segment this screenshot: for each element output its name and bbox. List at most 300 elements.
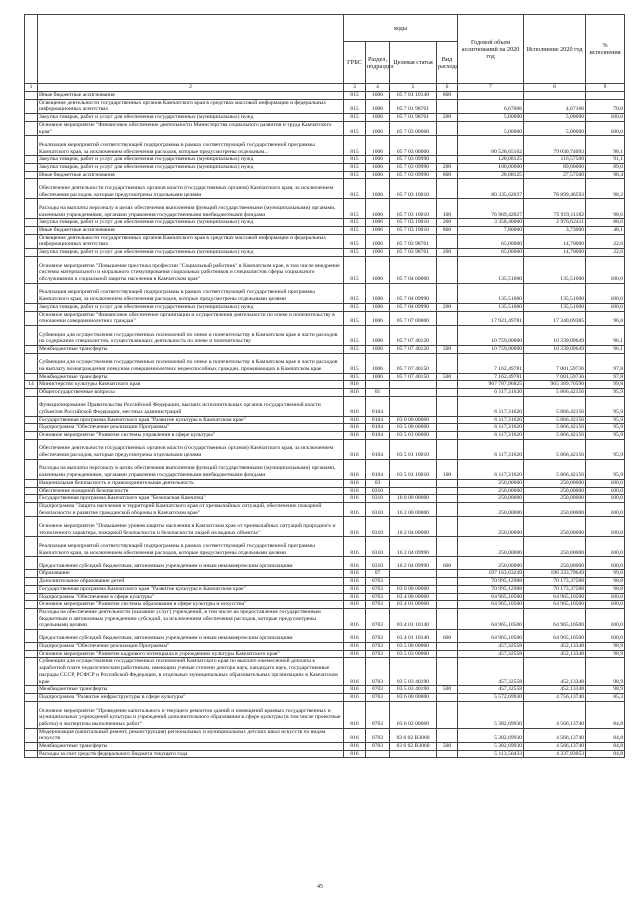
row-execution: 965 389,70590 (524, 381, 586, 389)
table-row (25, 487, 625, 495)
row-execution: 64 965,10500 (524, 630, 586, 643)
row-razdel: 0310 (366, 537, 390, 557)
row-vid (437, 256, 458, 283)
row-number (25, 593, 38, 601)
row-execution: 14,70000 (524, 234, 586, 248)
row-celevaya: 03 4 01 10140 (390, 630, 437, 643)
row-number (25, 311, 38, 325)
row-vid: 100 (437, 459, 458, 479)
row-celevaya: 16 2 04 00000 (390, 517, 437, 537)
row-execution: 70 173,37588 (524, 578, 586, 586)
row-volume: 70 995,12988 (458, 578, 524, 586)
table-row (25, 593, 625, 601)
row-number (25, 743, 38, 751)
row-celevaya: 05 7 03 10010 (390, 227, 437, 235)
row-volume: 64 965,10500 (458, 608, 524, 629)
row-vid (437, 608, 458, 629)
row-razdel: 1006 (366, 311, 390, 325)
row-percent: 100,0 (586, 537, 625, 557)
row-number (25, 658, 38, 686)
row-vid (437, 578, 458, 586)
row-vid: 500 (437, 345, 458, 353)
row-percent: 48,1 (586, 227, 625, 235)
row-celevaya: 03 4 01 10140 (390, 608, 437, 629)
table-row (25, 311, 625, 325)
row-number (25, 424, 38, 432)
row-razdel: 0310 (366, 517, 390, 537)
table-row (25, 303, 625, 311)
row-celevaya: 03 5 00 00000 (390, 643, 437, 651)
row-grbs: 815 (344, 234, 366, 248)
row-vid (437, 502, 458, 516)
row-celevaya: 03 6 02 00000 (390, 701, 437, 728)
row-celevaya: 03 0 00 00000 (390, 416, 437, 424)
row-razdel: 0310 (366, 502, 390, 516)
row-number (25, 303, 38, 311)
row-grbs: 816 (344, 570, 366, 578)
row-description: Реализация мероприятий соответствующей подпрограммы в рамках соответствующей государственной программы Камчатского края, за исключением обеспечения расходов, которые предусмотрены отдельными целями (38, 537, 344, 557)
row-grbs: 816 (344, 650, 366, 658)
row-number (25, 114, 38, 122)
row-vid: 200 (437, 219, 458, 227)
row-description: Реализация мероприятий соответствующей подпрограммы в рамках соответствующей государственной программы Камчатского края, за исключением обеспечения расходов, которые предусмотрены отдельным... (38, 136, 344, 156)
row-execution: 4 566,13740 (524, 701, 586, 728)
row-celevaya: 05 7 03 10010 (390, 199, 437, 219)
table-row (25, 396, 625, 416)
row-description: Подпрограмма "Защита населения и территорий Камчатского края от чрезвычайных ситуаций, обеспечение пожарной безопасности и развитие гражданской обороны в Камчатском крае" (38, 502, 344, 516)
table-row (25, 256, 625, 283)
row-celevaya: 03 5 01 00000 (390, 432, 437, 440)
row-percent: 99,8 (586, 381, 625, 389)
row-razdel: 0310 (366, 495, 390, 503)
row-celevaya: 05 7 07 40120 (390, 345, 437, 353)
row-volume: 6 117,31620 (458, 396, 524, 416)
row-volume: 457,32558 (458, 658, 524, 686)
row-description: Иные бюджетные ассигнования (38, 92, 344, 100)
row-execution: 452,13348 (524, 686, 586, 694)
row-celevaya: 05 7 07 40150 (390, 353, 437, 373)
table-row (25, 325, 625, 345)
row-number (25, 373, 38, 381)
row-vid (437, 396, 458, 416)
row-percent: 100,0 (586, 114, 625, 122)
row-vid (437, 570, 458, 578)
row-grbs: 816 (344, 608, 366, 629)
row-vid: 500 (437, 373, 458, 381)
row-number (25, 495, 38, 503)
row-celevaya: 05 7 04 09990 (390, 283, 437, 303)
row-description: Подпрограмма "Обеспечение реализации Программы" (38, 424, 344, 432)
row-volume: 65,00000 (458, 234, 524, 248)
table-row (25, 557, 625, 570)
row-number (25, 630, 38, 643)
row-vid (437, 416, 458, 424)
row-number (25, 325, 38, 345)
row-razdel: 0104 (366, 432, 390, 440)
row-number (25, 389, 38, 397)
row-vid (437, 728, 458, 742)
row-razdel: 0104 (366, 459, 390, 479)
row-grbs: 816 (344, 750, 366, 758)
row-celevaya (390, 396, 437, 416)
row-razdel: 0104 (366, 424, 390, 432)
row-volume: 457,32558 (458, 686, 524, 694)
razdel-header: Раздел, подраздел (366, 42, 390, 84)
row-vid (437, 750, 458, 758)
row-razdel: 0703 (366, 630, 390, 643)
row-vid (437, 701, 458, 728)
row-execution: 17 340,69385 (524, 311, 586, 325)
row-percent: 95,9 (586, 389, 625, 397)
row-execution: 5 866,42156 (524, 416, 586, 424)
row-grbs: 816 (344, 743, 366, 751)
row-celevaya: 16 0 00 00000 (390, 495, 437, 503)
table-row (25, 345, 625, 353)
row-number (25, 92, 38, 100)
row-execution: 250,00000 (524, 502, 586, 516)
row-percent: 100,0 (586, 557, 625, 570)
row-razdel: 1006 (366, 256, 390, 283)
row-percent: 95,9 (586, 459, 625, 479)
row-description: Государственная программа Камчатского края "Безопасная Камчатка" (38, 495, 344, 503)
row-execution: 452,13348 (524, 650, 586, 658)
row-vid (437, 325, 458, 345)
row-celevaya: 05 7 07 40120 (390, 325, 437, 345)
row-grbs: 815 (344, 303, 366, 311)
row-celevaya: 03 0 00 00000 (390, 585, 437, 593)
row-execution: 7 001,59736 (524, 373, 586, 381)
row-vid (437, 517, 458, 537)
row-razdel: 0703 (366, 686, 390, 694)
row-percent: 100,0 (586, 283, 625, 303)
table-body (25, 92, 625, 758)
row-razdel: 1006 (366, 227, 390, 235)
table-row (25, 373, 625, 381)
row-number (25, 487, 38, 495)
row-grbs: 816 (344, 630, 366, 643)
table-row (25, 179, 625, 199)
row-razdel: 1006 (366, 163, 390, 171)
table-row (25, 459, 625, 479)
row-execution: 75 919,11182 (524, 199, 586, 219)
row-razdel (366, 381, 390, 389)
row-vid (437, 424, 458, 432)
row-number (25, 163, 38, 171)
row-description: Межбюджетные трансферты (38, 373, 344, 381)
row-grbs: 816 (344, 396, 366, 416)
table-row (25, 163, 625, 171)
row-vid (437, 487, 458, 495)
row-number (25, 439, 38, 459)
row-grbs: 815 (344, 256, 366, 283)
row-percent: 97,8 (586, 373, 625, 381)
table-row (25, 750, 625, 758)
row-volume: 65,00000 (458, 249, 524, 257)
row-description: Закупка товаров, работ и услуг для обеспечения государственных (муниципальных) нужд (38, 249, 344, 257)
row-vid: 200 (437, 114, 458, 122)
row-number (25, 283, 38, 303)
row-grbs: 816 (344, 479, 366, 487)
row-vid: 600 (437, 557, 458, 570)
row-grbs: 815 (344, 353, 366, 373)
row-razdel: 1006 (366, 114, 390, 122)
row-description: Основное мероприятие "Развитие системы управления в сфере культуры" (38, 432, 344, 440)
row-razdel: 1006 (366, 234, 390, 248)
row-percent (586, 92, 625, 100)
row-razdel: 0703 (366, 593, 390, 601)
row-execution: 10 339,09649 (524, 345, 586, 353)
row-celevaya: 05 7 04 09990 (390, 303, 437, 311)
row-grbs: 815 (344, 219, 366, 227)
row-razdel: 0703 (366, 701, 390, 728)
row-celevaya (390, 570, 437, 578)
row-execution: 116,57500 (524, 156, 586, 164)
row-razdel: 0703 (366, 658, 390, 686)
row-percent: 100,0 (586, 502, 625, 516)
row-execution: 250,00000 (524, 495, 586, 503)
row-vid: 200 (437, 249, 458, 257)
row-percent: 88,6 (586, 219, 625, 227)
row-description: Реализация мероприятий соответствующей подпрограммы в рамках соответствующей государственной программы Камчатского края, за исключением обеспечения расходов, которые предусмотрены отдельными целями (38, 283, 344, 303)
table-row (25, 249, 625, 257)
row-grbs: 816 (344, 459, 366, 479)
row-description: Расходы на выплаты персоналу в целях обеспечения выполнения функций государственными (муниципальными) органами, казенными учреждениями, органами управления государственными внебюджетными фондами (38, 199, 344, 219)
row-execution: 4 337,83053 (524, 750, 586, 758)
row-volume: 250,00000 (458, 537, 524, 557)
row-grbs: 816 (344, 537, 366, 557)
row-description: Субвенции для осуществления государственных полномочий по опеке и попечительству в Камчатском крае в части расходов на выплату вознаграждения опекунам совершеннолетних недееспособных граждан, проживающих в Камчатском крае (38, 353, 344, 373)
row-percent: 98,8 (586, 585, 625, 593)
row-number (25, 156, 38, 164)
row-celevaya: 05 7 03 98701 (390, 249, 437, 257)
row-description: Предоставление субсидий бюджетным, автономным учреждениям и иным некоммерческим организациям (38, 630, 344, 643)
table-row (25, 424, 625, 432)
row-percent: 98,9 (586, 686, 625, 694)
row-execution: 250,00000 (524, 537, 586, 557)
row-vid (437, 650, 458, 658)
row-volume (458, 92, 524, 100)
row-description: Иные бюджетные ассигнования (38, 227, 344, 235)
row-description: Основное мероприятие "Финансовое обеспечение организации и осуществления деятельности по опеке и попечительству в отношении совершеннолетних граждан" (38, 311, 344, 325)
row-grbs: 816 (344, 701, 366, 728)
row-volume: 135,51600 (458, 283, 524, 303)
row-vid (437, 353, 458, 373)
row-percent: 97,8 (586, 353, 625, 373)
row-volume: 6 117,31620 (458, 416, 524, 424)
row-grbs: 815 (344, 283, 366, 303)
row-celevaya: 05 7 03 09990 (390, 171, 437, 179)
row-number (25, 459, 38, 479)
row-vid (437, 311, 458, 325)
row-volume: 100,00000 (458, 163, 524, 171)
row-grbs: 815 (344, 136, 366, 156)
row-celevaya: 05 7 03 10010 (390, 179, 437, 199)
row-number (25, 502, 38, 516)
row-description: Межбюджетные трансферты (38, 743, 344, 751)
row-grbs: 816 (344, 439, 366, 459)
row-execution: 3,73000 (524, 227, 586, 235)
row-percent: 98,4 (586, 171, 625, 179)
row-percent: 22,6 (586, 234, 625, 248)
row-percent: 95,9 (586, 439, 625, 459)
row-number (25, 256, 38, 283)
row-volume: 3 358,40000 (458, 219, 524, 227)
row-grbs: 815 (344, 179, 366, 199)
row-description: Основное мероприятие "Финансовое обеспечение деятельности Министерства социального развития и труда Камчатского края" (38, 121, 344, 135)
row-description: Основное мероприятие "Развитие системы образования в сфере культуры и искусства" (38, 601, 344, 609)
row-number (25, 219, 38, 227)
row-razdel: 1006 (366, 92, 390, 100)
row-razdel: 1006 (366, 179, 390, 199)
row-number (25, 99, 38, 113)
row-execution: 135,51600 (524, 283, 586, 303)
row-volume: 7 162,49781 (458, 373, 524, 381)
row-celevaya: 03 4 00 00000 (390, 593, 437, 601)
row-number (25, 585, 38, 593)
row-razdel: 1006 (366, 373, 390, 381)
row-number (25, 353, 38, 373)
row-vid (437, 439, 458, 459)
row-celevaya: 05 7 03 00000 (390, 121, 437, 135)
row-percent: 95,9 (586, 432, 625, 440)
row-celevaya (390, 381, 437, 389)
row-description: Обеспечение деятельности государственных органов власти (государственных органов) Камчатского края, за исключением обеспечения расходов, которые предусмотрены отдельными целями (38, 179, 344, 199)
row-percent: 100,0 (586, 479, 625, 487)
row-grbs: 815 (344, 311, 366, 325)
row-vid (437, 136, 458, 156)
row-percent: 100,0 (586, 593, 625, 601)
row-celevaya (390, 578, 437, 586)
row-volume: 64 965,10500 (458, 630, 524, 643)
row-vid (437, 495, 458, 503)
row-celevaya: 03 4 01 00000 (390, 601, 437, 609)
row-percent: 70,0 (586, 99, 625, 113)
row-percent: 98,9 (586, 643, 625, 651)
row-execution: 452,13348 (524, 658, 586, 686)
row-percent: 96,1 (586, 345, 625, 353)
row-number (25, 728, 38, 742)
row-vid (437, 601, 458, 609)
row-number (25, 416, 38, 424)
col-num-header (25, 15, 38, 84)
row-celevaya (390, 389, 437, 397)
row-percent: 100,0 (586, 608, 625, 629)
row-celevaya: 05 7 03 00000 (390, 136, 437, 156)
row-description: Предоставление субсидий бюджетным, автономным учреждениям и иным некоммерческим организациям (38, 557, 344, 570)
row-execution: 89,00000 (524, 163, 586, 171)
row-number (25, 608, 38, 629)
row-celevaya (390, 750, 437, 758)
row-number (25, 557, 38, 570)
row-execution: 64 965,10500 (524, 601, 586, 609)
row-volume: 70 995,12988 (458, 585, 524, 593)
row-percent: 100,0 (586, 487, 625, 495)
row-execution (524, 92, 586, 100)
row-description: Подпрограмма "Обеспечение реализации Программы" (38, 643, 344, 651)
row-razdel: 0703 (366, 585, 390, 593)
table-row (25, 439, 625, 459)
volume-header: Годовой объем ассигнований на 2020 год (458, 15, 524, 84)
row-volume: 6 117,31620 (458, 389, 524, 397)
row-vid (437, 156, 458, 164)
row-execution: 5,00000 (524, 114, 586, 122)
row-razdel: 1006 (366, 156, 390, 164)
row-celevaya: 03 5 03 40190 (390, 686, 437, 694)
row-percent: 95,9 (586, 396, 625, 416)
row-volume: 250,00000 (458, 502, 524, 516)
row-vid (437, 658, 458, 686)
row-number (25, 643, 38, 651)
row-celevaya (390, 487, 437, 495)
col-name-header (38, 15, 344, 84)
row-volume: 6 117,31620 (458, 439, 524, 459)
row-volume: 6 117,31620 (458, 424, 524, 432)
row-vid (437, 693, 458, 701)
table-row (25, 537, 625, 557)
row-execution: 4 566,13740 (524, 743, 586, 751)
row-execution: 79 030,74093 (524, 136, 586, 156)
table-row (25, 381, 625, 389)
row-execution: 5 866,42156 (524, 459, 586, 479)
row-percent: 95,9 (586, 424, 625, 432)
row-description: Межбюджетные трансферты (38, 686, 344, 694)
table-row (25, 701, 625, 728)
percent-header: % исполнения (586, 15, 625, 84)
row-execution: 4 566,13740 (524, 728, 586, 742)
row-grbs: 816 (344, 557, 366, 570)
row-percent: 100,0 (586, 256, 625, 283)
row-description: Расходы на обеспечение деятельности (оказание услуг) учреждений, в том числе на предоставление государственным бюджетным и автономным учреждениям субсидий, за исключением обеспечения расходов, которые предусмотрены отдельными целями (38, 608, 344, 629)
row-vid: 200 (437, 163, 458, 171)
row-celevaya: 16 2 04 09990 (390, 537, 437, 557)
row-description: Обеспечение пожарной безопасности (38, 487, 344, 495)
table-row (25, 171, 625, 179)
row-volume: 64 965,10500 (458, 593, 524, 601)
row-volume: 7 162,49781 (458, 353, 524, 373)
row-razdel: 0310 (366, 487, 390, 495)
row-celevaya: 03 5 01 10010 (390, 439, 437, 459)
row-razdel: 01 (366, 389, 390, 397)
row-execution: 5 866,42156 (524, 432, 586, 440)
row-razdel: 07 (366, 570, 390, 578)
row-vid (437, 479, 458, 487)
table-row (25, 650, 625, 658)
row-execution: 196 333,79649 (524, 570, 586, 578)
row-grbs: 815 (344, 325, 366, 345)
row-execution: 4,67166 (524, 99, 586, 113)
page-number: 45 (317, 884, 323, 890)
row-number (25, 650, 38, 658)
row-vid (437, 643, 458, 651)
row-grbs: 816 (344, 381, 366, 389)
row-percent: 98,1 (586, 136, 625, 156)
row-vid (437, 283, 458, 303)
row-execution: 5,00000 (524, 121, 586, 135)
row-vid (437, 179, 458, 199)
row-vid (437, 389, 458, 397)
table-row (25, 728, 625, 742)
row-number (25, 249, 38, 257)
table-row (25, 136, 625, 156)
row-grbs: 816 (344, 424, 366, 432)
row-celevaya: 05 7 03 98701 (390, 234, 437, 248)
row-vid (437, 585, 458, 593)
row-grbs: 816 (344, 601, 366, 609)
row-razdel: 0703 (366, 578, 390, 586)
row-celevaya: 05 7 07 00000 (390, 311, 437, 325)
row-volume: 17 921,49781 (458, 311, 524, 325)
execution-header: Исполнение 2020 год (524, 15, 586, 84)
